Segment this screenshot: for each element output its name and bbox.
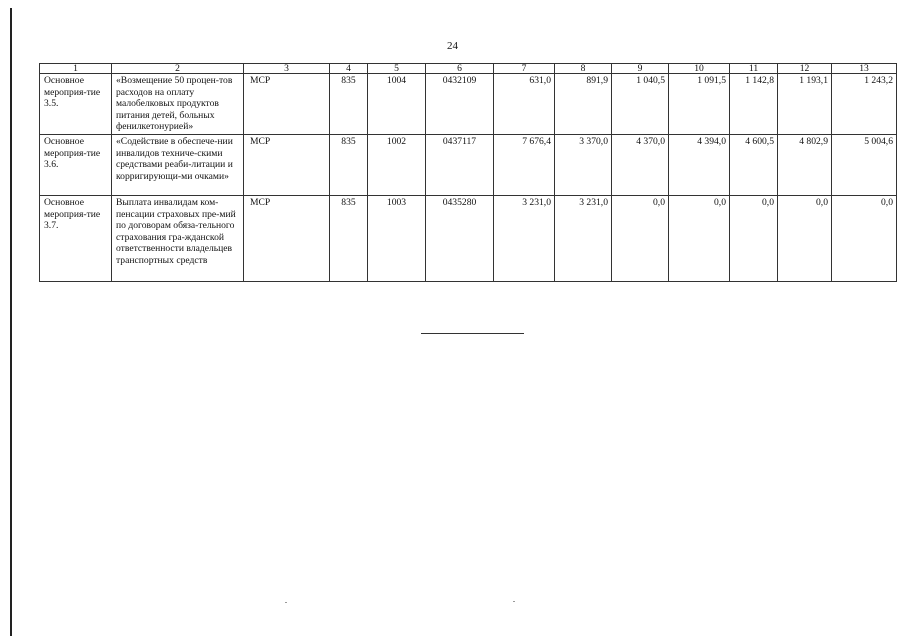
activity-number: Основное мероприя-тие 3.6.	[40, 135, 112, 196]
table-cell: 891,9	[555, 74, 612, 135]
column-header: 9	[612, 64, 669, 74]
column-header: 5	[368, 64, 426, 74]
executor: МСР	[244, 196, 330, 282]
table-cell: 7 676,4	[494, 135, 555, 196]
column-header: 12	[778, 64, 832, 74]
column-header: 4	[330, 64, 368, 74]
table-cell: 1 142,8	[730, 74, 778, 135]
left-margin-rule	[10, 8, 12, 636]
table-row	[40, 135, 897, 196]
table-cell: 1 091,5	[669, 74, 730, 135]
table-cell: 1 243,2	[832, 74, 897, 135]
table-cell: 3 231,0	[494, 196, 555, 282]
table-cell: 0,0	[669, 196, 730, 282]
executor: МСР	[244, 135, 330, 196]
table-cell: 835	[330, 196, 368, 282]
executor: МСР	[244, 74, 330, 135]
table-cell: 0432109	[426, 74, 494, 135]
activity-description: «Содействие в обеспече-нии инвалидов техниче-скими средствами реаби-литации и корригирующи-ми очками»	[112, 135, 244, 196]
table-cell: 4 600,5	[730, 135, 778, 196]
column-header: 11	[730, 64, 778, 74]
table-cell: 0435280	[426, 196, 494, 282]
column-header: 10	[669, 64, 730, 74]
table-cell: 0,0	[778, 196, 832, 282]
table-cell: 0,0	[832, 196, 897, 282]
table-cell: 835	[330, 135, 368, 196]
scan-speck	[285, 602, 287, 603]
table-row	[40, 196, 897, 282]
table-cell: 0,0	[612, 196, 669, 282]
table-cell: 4 370,0	[612, 135, 669, 196]
activity-number: Основное мероприя-тие 3.5.	[40, 74, 112, 135]
activity-description: «Возмещение 50 процен-тов расходов на оплату малобелковых продуктов питания детей, больных фенилкетонурией»	[112, 74, 244, 135]
table-cell: 1004	[368, 74, 426, 135]
column-header: 7	[494, 64, 555, 74]
page-number: 24	[447, 40, 458, 52]
table-cell: 5 004,6	[832, 135, 897, 196]
activity-number: Основное мероприя-тие 3.7.	[40, 196, 112, 282]
column-header: 3	[244, 64, 330, 74]
table-cell: 4 802,9	[778, 135, 832, 196]
column-header: 6	[426, 64, 494, 74]
column-header: 13	[832, 64, 897, 74]
table-cell: 3 231,0	[555, 196, 612, 282]
table-cell: 0,0	[730, 196, 778, 282]
table-cell: 1 040,5	[612, 74, 669, 135]
table-cell: 835	[330, 74, 368, 135]
activity-description: Выплата инвалидам ком-пенсации страховых пре-мий по договорам обяза-тельного страхования гра-жданской ответственности владельцев транспортных средств	[112, 196, 244, 282]
budget-table	[39, 63, 897, 282]
table-row	[40, 74, 897, 135]
table-cell: 4 394,0	[669, 135, 730, 196]
column-header: 2	[112, 64, 244, 74]
column-header: 8	[555, 64, 612, 74]
column-header: 1	[40, 64, 112, 74]
table-cell: 1003	[368, 196, 426, 282]
end-separator-line	[421, 333, 524, 334]
table-cell: 0437117	[426, 135, 494, 196]
table-cell: 1002	[368, 135, 426, 196]
table-cell: 1 193,1	[778, 74, 832, 135]
header-row	[40, 64, 897, 74]
scan-speck	[513, 601, 515, 602]
table-cell: 3 370,0	[555, 135, 612, 196]
table-cell: 631,0	[494, 74, 555, 135]
